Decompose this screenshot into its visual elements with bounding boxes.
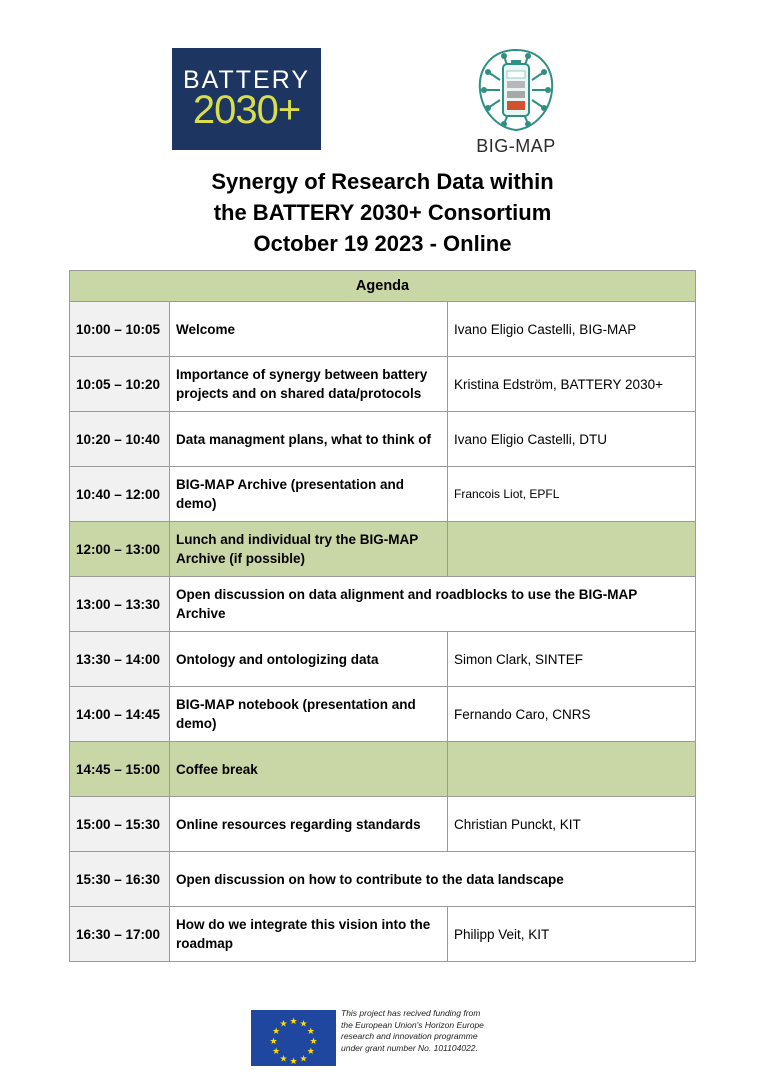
agenda-time: 13:30 – 14:00 — [70, 632, 170, 687]
agenda-time: 14:00 – 14:45 — [70, 687, 170, 742]
agenda-speaker: Ivano Eligio Castelli, DTU — [448, 412, 696, 467]
funding-line-1: This project has recived funding from — [341, 1008, 481, 1018]
agenda-speaker: Ivano Eligio Castelli, BIG-MAP — [448, 302, 696, 357]
agenda-time: 12:00 – 13:00 — [70, 522, 170, 577]
svg-text:★: ★ — [272, 1027, 281, 1037]
agenda-time: 15:00 – 15:30 — [70, 797, 170, 852]
funding-line-3: research and innovation programme — [341, 1031, 478, 1041]
agenda-speaker: Philipp Veit, KIT — [448, 907, 696, 962]
agenda-speaker: Fernando Caro, CNRS — [448, 687, 696, 742]
svg-text:★: ★ — [272, 1047, 281, 1057]
big-map-logo — [470, 44, 562, 162]
svg-text:★: ★ — [299, 1054, 308, 1065]
funding-statement — [341, 1008, 511, 1054]
agenda-row — [70, 467, 696, 522]
big-map-logo-label: BIG-MAP — [476, 136, 556, 156]
svg-text:★: ★ — [306, 1047, 315, 1057]
battery-logo-top-text: BATTERY — [183, 66, 310, 94]
agenda-speaker — [448, 742, 696, 797]
agenda-topic: Online resources regarding standards — [170, 797, 448, 852]
agenda-row-break — [70, 522, 696, 577]
agenda-speaker — [448, 522, 696, 577]
title-line-3: October 19 2023 - Online — [253, 231, 512, 256]
agenda-row — [70, 907, 696, 962]
agenda-time: 15:30 – 16:30 — [70, 852, 170, 907]
agenda-row — [70, 632, 696, 687]
agenda-speaker: Francois Liot, EPFL — [448, 467, 696, 522]
agenda-topic: Lunch and individual try the BIG-MAP Archive (if possible) — [170, 522, 448, 577]
agenda-time: 10:40 – 12:00 — [70, 467, 170, 522]
agenda-time: 10:05 – 10:20 — [70, 357, 170, 412]
agenda-row-break — [70, 742, 696, 797]
agenda-row — [70, 357, 696, 412]
agenda-topic: Welcome — [170, 302, 448, 357]
svg-text:★: ★ — [299, 1019, 308, 1030]
agenda-speaker: Kristina Edström, BATTERY 2030+ — [448, 357, 696, 412]
svg-text:★: ★ — [279, 1019, 288, 1030]
svg-text:★: ★ — [269, 1037, 278, 1047]
battery-2030-logo — [172, 48, 321, 150]
agenda-topic: Coffee break — [170, 742, 448, 797]
funding-line-2: the European Union's Horizon Europe — [341, 1019, 484, 1030]
agenda-speaker: Simon Clark, SINTEF — [448, 632, 696, 687]
svg-text:★: ★ — [279, 1054, 288, 1065]
battery-logo-bottom-text: 2030+ — [192, 88, 301, 132]
agenda-topic: Importance of synergy between battery projects and on shared data/protocols — [170, 357, 448, 412]
agenda-topic: Ontology and ontologizing data — [170, 632, 448, 687]
agenda-header: Agenda — [70, 271, 696, 302]
agenda-topic: Open discussion on data alignment and roadblocks to use the BIG-MAP Archive — [170, 577, 696, 632]
agenda-topic: Open discussion on how to contribute to the data landscape — [170, 852, 696, 907]
agenda-row — [70, 797, 696, 852]
agenda-row — [70, 852, 696, 907]
agenda-row — [70, 412, 696, 467]
big-map-emblem-icon — [470, 44, 562, 136]
agenda-row — [70, 577, 696, 632]
agenda-time: 10:00 – 10:05 — [70, 302, 170, 357]
svg-text:★: ★ — [306, 1027, 315, 1037]
agenda-speaker: Christian Punckt, KIT — [448, 797, 696, 852]
eu-flag-icon — [251, 1010, 336, 1066]
svg-text:★: ★ — [289, 1057, 298, 1066]
agenda-table — [69, 270, 696, 962]
agenda-topic: Data managment plans, what to think of — [170, 412, 448, 467]
funding-line-4: under grant number No. 101104022. — [341, 1042, 478, 1053]
agenda-row — [70, 302, 696, 357]
event-title — [150, 166, 615, 259]
title-line-2: the BATTERY 2030+ Consortium — [213, 200, 552, 225]
svg-text:★: ★ — [309, 1037, 318, 1047]
agenda-header-row — [70, 271, 696, 302]
agenda-topic: BIG-MAP notebook (presentation and demo) — [170, 687, 448, 742]
agenda-time: 14:45 – 15:00 — [70, 742, 170, 797]
agenda-time: 10:20 – 10:40 — [70, 412, 170, 467]
agenda-row — [70, 687, 696, 742]
agenda-topic: BIG-MAP Archive (presentation and demo) — [170, 467, 448, 522]
agenda-time: 13:00 – 13:30 — [70, 577, 170, 632]
agenda-time: 16:30 – 17:00 — [70, 907, 170, 962]
agenda-topic: How do we integrate this vision into the roadmap — [170, 907, 448, 962]
title-line-1: Synergy of Research Data within — [211, 169, 554, 194]
funding-footer — [251, 1008, 511, 1066]
svg-text:★: ★ — [289, 1017, 298, 1027]
